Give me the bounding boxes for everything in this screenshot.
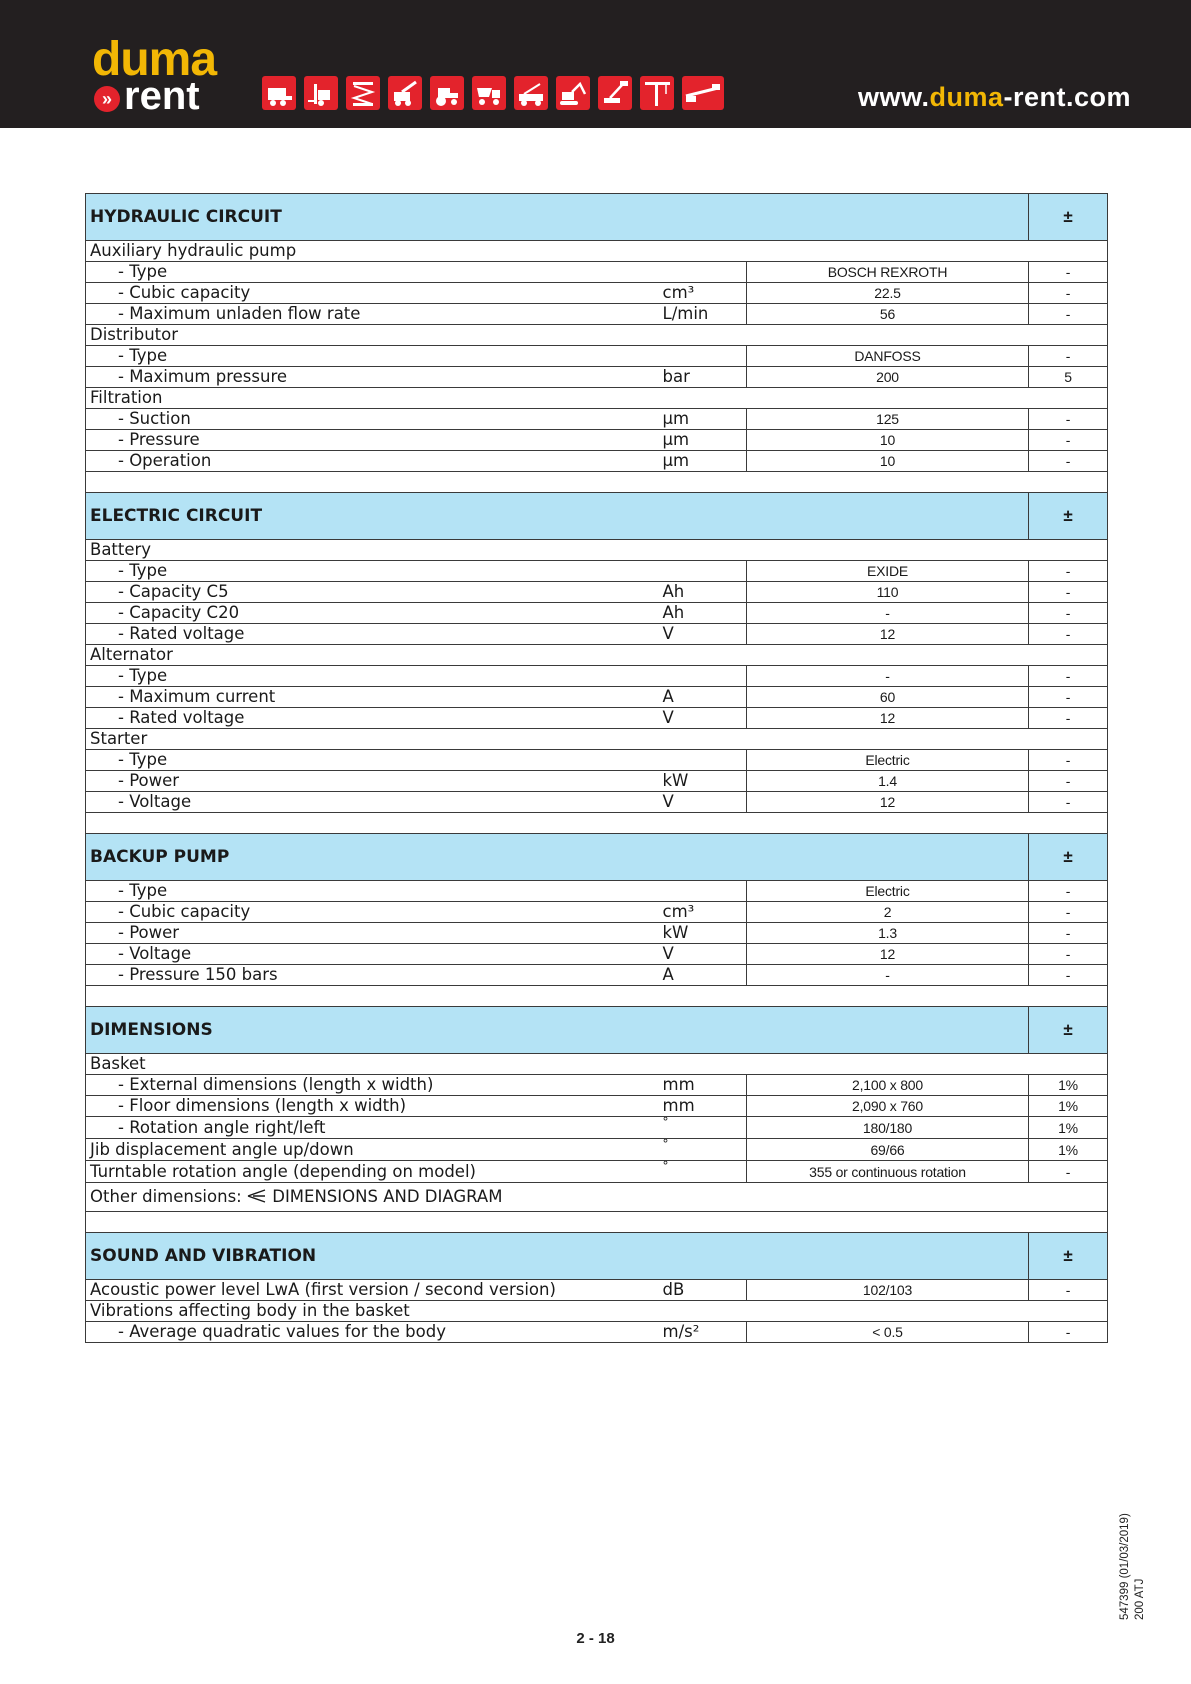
row-label: - Average quadratic values for the body	[86, 1322, 657, 1343]
spacer-row	[86, 813, 1108, 834]
row-value: BOSCH REXROTH	[747, 262, 1029, 283]
degree-symbol: °	[662, 1138, 669, 1151]
row-unit: kW	[657, 771, 747, 792]
table-row	[86, 1161, 1108, 1183]
row-tolerance: -	[1029, 902, 1108, 923]
row-value: 12	[747, 792, 1029, 813]
table-row	[86, 262, 1108, 283]
group-row	[86, 729, 1108, 750]
website-post: -rent.com	[1003, 82, 1131, 112]
table-row	[86, 965, 1108, 986]
row-label: - External dimensions (length x width)	[86, 1075, 657, 1096]
table-row	[86, 1139, 1108, 1161]
document-code	[1118, 1490, 1148, 1620]
row-value: < 0.5	[747, 1322, 1029, 1343]
row-value: EXIDE	[747, 561, 1029, 582]
group-label: Distributor	[86, 325, 1108, 346]
section-sound-header	[86, 1233, 1108, 1280]
row-value: 1.3	[747, 923, 1029, 944]
spacer-row	[86, 986, 1108, 1007]
row-unit	[657, 346, 747, 367]
table-row	[86, 666, 1108, 687]
row-tolerance: 5	[1029, 367, 1108, 388]
group-row	[86, 325, 1108, 346]
table-row	[86, 603, 1108, 624]
row-label: - Rotation angle right/left	[86, 1117, 657, 1139]
excavator-icon	[556, 76, 590, 110]
group-row	[86, 388, 1108, 409]
table-row	[86, 1075, 1108, 1096]
row-label: - Maximum pressure	[86, 367, 657, 388]
row-unit: cm³	[657, 283, 747, 304]
row-unit	[657, 1117, 747, 1139]
row-tolerance: -	[1029, 283, 1108, 304]
row-value: 2,100 x 800	[747, 1075, 1029, 1096]
row-value: DANFOSS	[747, 346, 1029, 367]
table-row	[86, 582, 1108, 603]
section-hydraulic-header	[86, 194, 1108, 241]
aerial-platform-icon	[682, 76, 724, 110]
row-label: - Cubic capacity	[86, 283, 657, 304]
row-unit: dB	[657, 1280, 747, 1301]
row-unit: L/min	[657, 304, 747, 325]
row-value: -	[747, 965, 1029, 986]
row-tolerance: -	[1029, 262, 1108, 283]
row-label: Acoustic power level LwA (first version / second version)	[86, 1280, 657, 1301]
group-row	[86, 645, 1108, 666]
row-value: 10	[747, 430, 1029, 451]
table-row	[86, 944, 1108, 965]
row-tolerance: -	[1029, 430, 1108, 451]
row-unit: bar	[657, 367, 747, 388]
row-value: Electric	[747, 881, 1029, 902]
row-tolerance: -	[1029, 582, 1108, 603]
table-row	[86, 1280, 1108, 1301]
row-unit	[657, 881, 747, 902]
row-label: - Type	[86, 346, 657, 367]
group-row	[86, 1301, 1108, 1322]
row-tolerance: -	[1029, 603, 1108, 624]
row-label: Turntable rotation angle (depending on model)	[86, 1161, 657, 1183]
row-tolerance: -	[1029, 624, 1108, 645]
row-unit: mm	[657, 1075, 747, 1096]
table-row	[86, 687, 1108, 708]
website-highlight: duma	[929, 82, 1004, 112]
group-row	[86, 540, 1108, 561]
row-unit	[657, 1139, 747, 1161]
other-dimensions-row	[86, 1183, 1108, 1212]
row-tolerance: -	[1029, 687, 1108, 708]
row-unit	[657, 1161, 747, 1183]
section-backup-header	[86, 834, 1108, 881]
row-unit: V	[657, 624, 747, 645]
row-unit	[657, 750, 747, 771]
row-value: 2,090 x 760	[747, 1096, 1029, 1117]
table-row	[86, 561, 1108, 582]
row-unit: Ah	[657, 582, 747, 603]
table-row	[86, 1096, 1108, 1117]
row-tolerance: -	[1029, 346, 1108, 367]
other-dimensions-target: DIMENSIONS AND DIAGRAM	[272, 1187, 503, 1206]
row-tolerance: -	[1029, 965, 1108, 986]
row-unit: μm	[657, 409, 747, 430]
pointer-hand-icon	[247, 1189, 267, 1203]
row-tolerance: -	[1029, 708, 1108, 729]
table-row	[86, 902, 1108, 923]
tolerance-header: ±	[1029, 1233, 1108, 1280]
row-value: 60	[747, 687, 1029, 708]
row-tolerance: -	[1029, 1280, 1108, 1301]
dumper-icon	[472, 76, 506, 110]
row-label: - Pressure 150 bars	[86, 965, 657, 986]
row-unit: A	[657, 687, 747, 708]
row-value: 102/103	[747, 1280, 1029, 1301]
row-unit: V	[657, 708, 747, 729]
degree-symbol: °	[662, 1160, 669, 1173]
logo-arrow-icon: »	[94, 86, 120, 112]
row-value: 180/180	[747, 1117, 1029, 1139]
row-value: 2	[747, 902, 1029, 923]
row-value: 69/66	[747, 1139, 1029, 1161]
row-value: 1.4	[747, 771, 1029, 792]
section-title: ELECTRIC CIRCUIT	[86, 493, 1029, 540]
skid-steer-icon	[262, 76, 296, 110]
group-label: Vibrations affecting body in the basket	[86, 1301, 1108, 1322]
table-row	[86, 283, 1108, 304]
row-value: -	[747, 666, 1029, 687]
forklift-icon	[304, 76, 338, 110]
tolerance-header: ±	[1029, 834, 1108, 881]
section-title: HYDRAULIC CIRCUIT	[86, 194, 1029, 241]
spacer-row	[86, 472, 1108, 493]
row-label: - Suction	[86, 409, 657, 430]
row-unit: Ah	[657, 603, 747, 624]
row-tolerance: -	[1029, 561, 1108, 582]
row-label: - Voltage	[86, 944, 657, 965]
group-row	[86, 241, 1108, 262]
row-tolerance: 1%	[1029, 1075, 1108, 1096]
other-dimensions-label: Other dimensions:	[90, 1187, 242, 1206]
telehandler-icon	[388, 76, 422, 110]
row-tolerance: -	[1029, 923, 1108, 944]
row-tolerance: -	[1029, 944, 1108, 965]
row-label: - Capacity C20	[86, 603, 657, 624]
table-row	[86, 451, 1108, 472]
table-row	[86, 409, 1108, 430]
table-row	[86, 430, 1108, 451]
tolerance-header: ±	[1029, 493, 1108, 540]
table-row	[86, 771, 1108, 792]
row-tolerance: -	[1029, 771, 1108, 792]
boom-lift-icon	[598, 76, 632, 110]
row-tolerance: 1%	[1029, 1096, 1108, 1117]
group-label: Alternator	[86, 645, 1108, 666]
table-row	[86, 1117, 1108, 1139]
website-link[interactable]	[858, 82, 1131, 113]
scissor-lift-icon	[346, 76, 380, 110]
tolerance-header: ±	[1029, 194, 1108, 241]
row-label: - Type	[86, 881, 657, 902]
row-unit: kW	[657, 923, 747, 944]
row-tolerance: -	[1029, 881, 1108, 902]
row-label: - Rated voltage	[86, 624, 657, 645]
row-label: - Rated voltage	[86, 708, 657, 729]
group-label: Auxiliary hydraulic pump	[86, 241, 1108, 262]
table-row	[86, 792, 1108, 813]
row-tolerance: -	[1029, 750, 1108, 771]
row-unit: μm	[657, 451, 747, 472]
row-label: - Type	[86, 561, 657, 582]
section-title: BACKUP PUMP	[86, 834, 1029, 881]
row-label: - Type	[86, 262, 657, 283]
row-tolerance: 1%	[1029, 1117, 1108, 1139]
row-tolerance: 1%	[1029, 1139, 1108, 1161]
table-row	[86, 624, 1108, 645]
row-label: - Capacity C5	[86, 582, 657, 603]
tolerance-header: ±	[1029, 1007, 1108, 1054]
row-tolerance: -	[1029, 304, 1108, 325]
table-row	[86, 346, 1108, 367]
spec-table	[85, 193, 1108, 1343]
row-value: 56	[747, 304, 1029, 325]
table-row	[86, 304, 1108, 325]
row-label: - Type	[86, 750, 657, 771]
row-label: - Cubic capacity	[86, 902, 657, 923]
group-label: Basket	[86, 1054, 1108, 1075]
page-header	[0, 0, 1191, 128]
model-name: 200 ATJ	[1134, 1578, 1146, 1620]
website-pre: www.	[857, 82, 930, 112]
row-unit	[657, 262, 747, 283]
row-unit: V	[657, 944, 747, 965]
row-tolerance: -	[1029, 409, 1108, 430]
row-label: - Floor dimensions (length x width)	[86, 1096, 657, 1117]
row-value: 125	[747, 409, 1029, 430]
row-value: 355 or continuous rotation	[747, 1161, 1029, 1183]
row-value: 200	[747, 367, 1029, 388]
row-unit: mm	[657, 1096, 747, 1117]
row-unit	[657, 561, 747, 582]
group-label: Filtration	[86, 388, 1108, 409]
row-tolerance: -	[1029, 451, 1108, 472]
row-label: - Maximum unladen flow rate	[86, 304, 657, 325]
row-tolerance: -	[1029, 792, 1108, 813]
row-tolerance: -	[1029, 1322, 1108, 1343]
group-row	[86, 1054, 1108, 1075]
tractor-icon	[430, 76, 464, 110]
row-unit: μm	[657, 430, 747, 451]
document-reference: 547399 (01/03/2019)	[1119, 1513, 1131, 1620]
table-row	[86, 367, 1108, 388]
logo-rent-text: rent	[124, 74, 200, 118]
logo-duma-text: duma	[92, 33, 217, 86]
section-electric-header	[86, 493, 1108, 540]
row-tolerance: -	[1029, 1161, 1108, 1183]
section-dimensions-header	[86, 1007, 1108, 1054]
row-label: - Power	[86, 771, 657, 792]
row-unit: cm³	[657, 902, 747, 923]
row-value: 22.5	[747, 283, 1029, 304]
row-label: - Operation	[86, 451, 657, 472]
row-label: - Type	[86, 666, 657, 687]
table-row	[86, 881, 1108, 902]
row-value: 10	[747, 451, 1029, 472]
table-row	[86, 923, 1108, 944]
row-unit	[657, 666, 747, 687]
other-dimensions-reference[interactable]	[86, 1183, 1108, 1212]
row-unit: m/s²	[657, 1322, 747, 1343]
row-label: - Pressure	[86, 430, 657, 451]
row-value: 12	[747, 708, 1029, 729]
row-unit: A	[657, 965, 747, 986]
spacer-row	[86, 1212, 1108, 1233]
row-unit: V	[657, 792, 747, 813]
tower-crane-icon	[640, 76, 674, 110]
table-row	[86, 1322, 1108, 1343]
crane-truck-icon	[514, 76, 548, 110]
row-label: - Voltage	[86, 792, 657, 813]
page-number: 2 - 18	[576, 1630, 615, 1647]
row-label: Jib displacement angle up/down	[86, 1139, 657, 1161]
row-value: -	[747, 603, 1029, 624]
row-label: - Power	[86, 923, 657, 944]
row-value: 12	[747, 624, 1029, 645]
section-title: SOUND AND VIBRATION	[86, 1233, 1029, 1280]
group-label: Starter	[86, 729, 1108, 750]
row-tolerance: -	[1029, 666, 1108, 687]
section-title: DIMENSIONS	[86, 1007, 1029, 1054]
degree-symbol: °	[662, 1116, 669, 1129]
row-value: 110	[747, 582, 1029, 603]
table-row	[86, 750, 1108, 771]
table-row	[86, 708, 1108, 729]
duma-rent-logo[interactable]	[92, 33, 242, 118]
row-value: Electric	[747, 750, 1029, 771]
row-value: 12	[747, 944, 1029, 965]
row-label: - Maximum current	[86, 687, 657, 708]
group-label: Battery	[86, 540, 1108, 561]
